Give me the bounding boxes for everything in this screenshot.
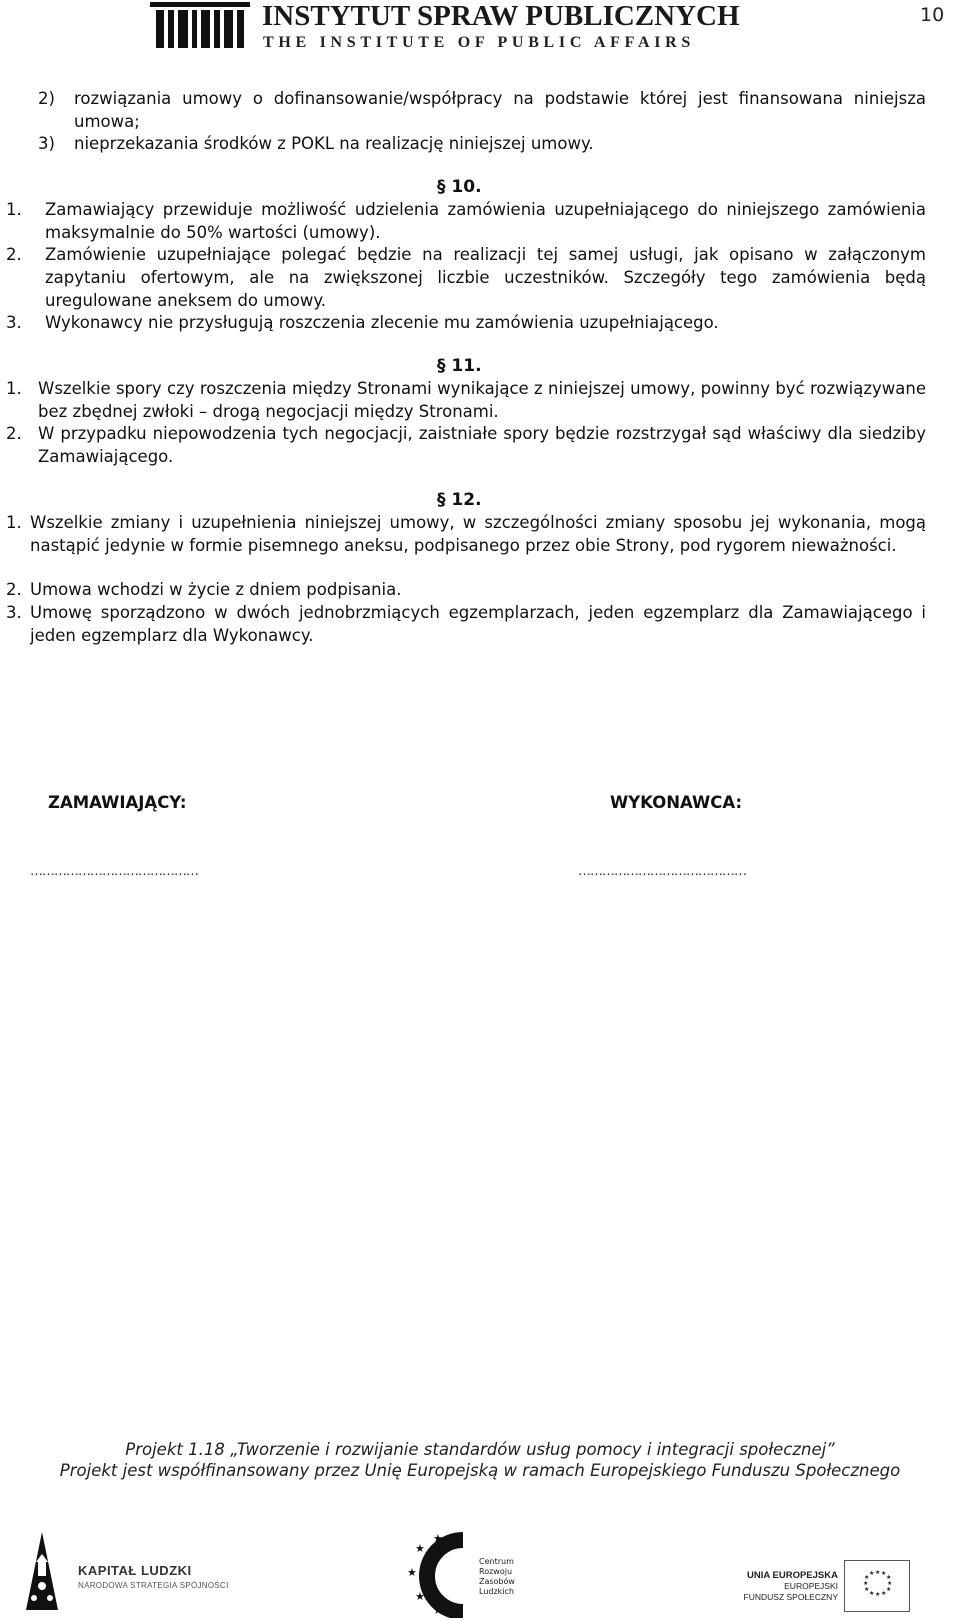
- eu-label: [730, 1570, 838, 1603]
- footer-cofinance-line: Projekt jest współfinansowany przez Unię Europejską w ramach Europejskiego Funduszu Społecznego: [59, 1461, 901, 1480]
- list-item-number: 3.: [6, 313, 22, 332]
- svg-text:★: ★: [415, 1590, 425, 1603]
- eu-fund-label-1: EUROPEJSKI: [784, 1581, 838, 1591]
- crzl-word: Zasobów: [479, 1577, 515, 1586]
- list-item-number: 1.: [6, 513, 22, 532]
- svg-text:★: ★: [881, 1590, 887, 1597]
- list-item-text: Umowa wchodzi w życie z dniem podpisania.: [30, 580, 402, 599]
- list-item-number: 2): [38, 89, 55, 108]
- section-number: 10.: [451, 177, 482, 197]
- institute-title: INSTYTUT SPRAW PUBLICZNYCH: [262, 0, 740, 32]
- page-number: 10: [920, 4, 945, 26]
- kapital-ludzki-sublabel: NARODOWA STRATEGIA SPÓJNOŚCI: [78, 1581, 229, 1590]
- svg-text:★: ★: [415, 1542, 425, 1555]
- svg-text:★: ★: [407, 1566, 417, 1579]
- list-item-text: Umowę sporządzono w dwóch jednobrzmiących egzemplarzach, jeden egzemplarz dla Zamawiającego i jeden egzemplarz dla Wykonawcy.: [30, 603, 926, 645]
- svg-text:★: ★: [875, 1591, 881, 1598]
- list-item-text: Wykonawcy nie przysługują roszczenia zlecenie mu zamówienia uzupełniającego.: [45, 313, 719, 332]
- list-item-number: 1.: [6, 379, 22, 398]
- paragraph-symbol: §: [437, 490, 446, 510]
- list-item-number: 2.: [6, 580, 22, 599]
- kapital-ludzki-label: KAPITAŁ LUDZKI: [78, 1563, 192, 1578]
- list-item-text: Zamówienie uzupełniające polegać będzie na realizacji tej samej usługi, jak opisano w załączonym zapytaniu ofertowym, ale na zwiększonej liczbie uczestników. Szczegóły tego zamówienia będą uregulowane aneksem do umowy.: [45, 245, 926, 310]
- svg-text:★: ★: [886, 1586, 892, 1593]
- svg-text:★: ★: [869, 1590, 875, 1597]
- list-item-text: rozwiązania umowy o dofinansowanie/współpracy na podstawie której jest finansowana niniejsza umowa;: [74, 89, 926, 131]
- svg-text:★: ★: [864, 1586, 870, 1593]
- section-12-heading: [437, 489, 482, 512]
- svg-text:★: ★: [881, 1570, 887, 1577]
- signature-label-zamawiajacy: ZAMAWIAJĄCY:: [48, 793, 187, 812]
- list-item-number: 3): [38, 134, 55, 153]
- section-number: 11.: [451, 356, 482, 376]
- section-number: 12.: [451, 490, 482, 510]
- crzl-word: Ludzkich: [479, 1587, 514, 1596]
- svg-text:★: ★: [864, 1574, 870, 1581]
- paragraph-symbol: §: [437, 356, 446, 376]
- list-item-text: Wszelkie spory czy roszczenia między Stronami wynikające z niniejszej umowy, powinny być rozwiązywane bez zbędnej zwłoki – drogą negocjacji między Stronami.: [38, 379, 926, 421]
- paragraph-symbol: §: [437, 177, 446, 197]
- crzl-logo-icon: [405, 1532, 525, 1618]
- crzl-word: Rozwoju: [479, 1567, 513, 1576]
- list-item-number: 1.: [6, 200, 22, 219]
- svg-text:★: ★: [886, 1574, 892, 1581]
- list-item-text: W przypadku niepowodzenia tych negocjacji, zaistniałe spory będzie rozstrzygał sąd właściwy dla siedziby Zamawiającego.: [38, 424, 926, 466]
- list-item-number: 3.: [6, 603, 22, 622]
- kapital-ludzki-logo-icon: [22, 1532, 62, 1612]
- section-11-heading: [437, 355, 482, 378]
- institute-subtitle: THE INSTITUTE OF PUBLIC AFFAIRS: [263, 34, 695, 51]
- svg-text:★: ★: [433, 1604, 443, 1617]
- svg-text:★: ★: [887, 1580, 893, 1587]
- svg-text:★: ★: [433, 1532, 443, 1545]
- list-item-text: Wszelkie zmiany i uzupełnienia niniejszej umowy, w szczególności zmiany sposobu jej wykonania, mogą nastąpić jedynie w formie pisemnego aneksu, podpisanego przez obie Strony, pod rygorem nieważności.: [30, 513, 926, 555]
- signature-line-left: ……………………………………: [30, 864, 198, 879]
- crzl-word: Centrum: [479, 1557, 514, 1566]
- eu-union-label: UNIA EUROPEJSKA: [747, 1570, 838, 1581]
- signature-label-wykonawca: WYKONAWCA:: [610, 793, 743, 812]
- signature-line-right: ……………………………………: [578, 864, 746, 879]
- svg-text:★: ★: [875, 1569, 881, 1576]
- eu-flag-icon: [844, 1560, 910, 1612]
- footer-project-line: Projekt 1.18 „Tworzenie i rozwijanie standardów usług pomocy i integracji społecznej”: [125, 1440, 835, 1459]
- isp-logo-icon: [150, 2, 250, 50]
- svg-text:★: ★: [869, 1570, 875, 1577]
- svg-text:★: ★: [863, 1580, 869, 1587]
- list-item-text: Zamawiający przewiduje możliwość udzielenia zamówienia uzupełniającego do niniejszego zamówienia maksymalnie do 50% wartości (umowy).: [45, 200, 926, 242]
- section-10-heading: [437, 176, 482, 199]
- list-item-number: 2.: [6, 424, 22, 443]
- list-item-text: nieprzekazania środków z POKL na realizację niniejszej umowy.: [74, 134, 594, 153]
- eu-fund-label-2: FUNDUSZ SPOŁECZNY: [743, 1592, 838, 1602]
- list-item-number: 2.: [6, 245, 22, 264]
